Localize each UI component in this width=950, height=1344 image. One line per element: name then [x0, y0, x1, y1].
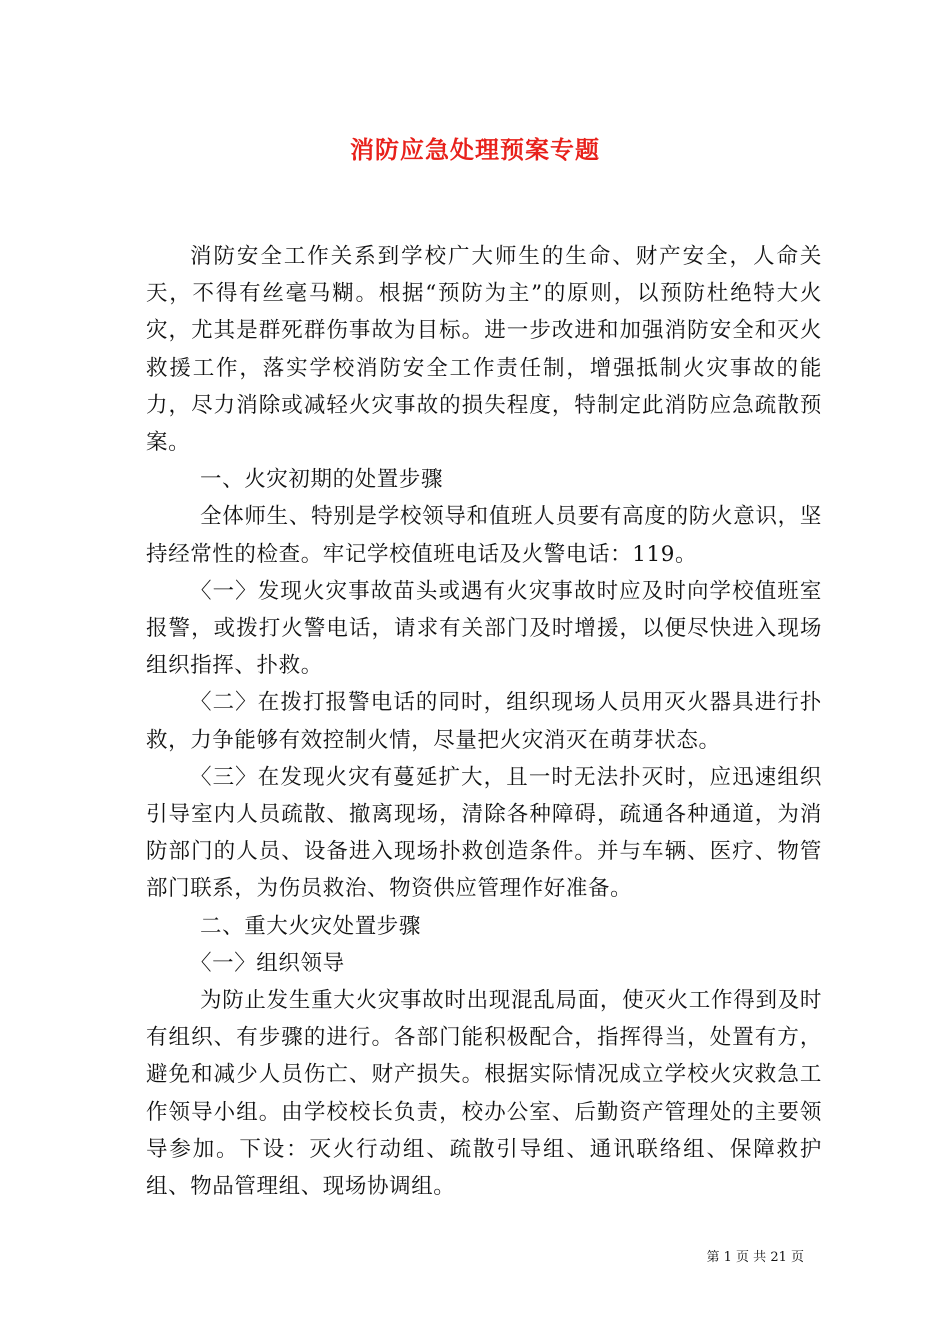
paragraph-1-1: 〈一〉发现火灾事故苗头或遇有火灾事故时应及时向学校值班室报警，或拨打火警电话，请求有关部门及时增援，以便尽快进入现场组织指挥、扑救。	[146, 578, 822, 679]
paragraph-intro: 消防安全工作关系到学校广大师生的生命、财产安全，人命关天，不得有丝毫马糊。根据“预防为主”的原则，以预防杜绝特大火灾，尤其是群死群伤事故为目标。进一步改进和加强消防安全和灭火救援工作，落实学校消防安全工作责任制，增强抵制火灾事故的能力，尽力消除或减轻火灾事故的损失程度，特制定此消防应急疏散预案。	[146, 244, 822, 456]
subheading-2-1: 〈一〉组织领导	[190, 950, 345, 976]
paragraph-1-3: 〈三〉在发现火灾有蔓延扩大，且一时无法扑灭时，应迅速组织引导室内人员疏散、撤离现场，清除各种障碍，疏通各种通道，为消防部门的人员、设备进入现场扑救创造条件。并与车辆、医疗、物管部门联系，为伤员救治、物资供应管理作好准备。	[146, 764, 822, 902]
section-heading-2: 二、重大火灾处置步骤	[200, 913, 422, 939]
paragraph-2-1: 为防止发生重大火灾事故时出现混乱局面，使灭火工作得到及时有组织、有步骤的进行。各部门能积极配合，指挥得当，处置有方，避免和减少人员伤亡、财产损失。根据实际情况成立学校火灾救急工作领导小组。由学校校长负责，校办公室、后勤资产管理处的主要领导参加。下设：灭火行动组、疏散引导组、通讯联络组、保障救护组、物品管理组、现场协调组。	[146, 988, 822, 1200]
document-body	[146, 238, 822, 1205]
paragraph-1: 全体师生、特别是学校领导和值班人员要有高度的防火意识，坚持经常性的检查。牢记学校值班电话及火警电话：119。	[146, 504, 822, 567]
page-footer: 第 1 页 共 21 页	[706, 1250, 804, 1265]
document-title: 消防应急处理预案专题	[350, 135, 600, 164]
section-heading-1: 一、火灾初期的处置步骤	[200, 467, 444, 493]
paragraph-1-2: 〈二〉在拨打报警电话的同时，组织现场人员用灭火器具进行扑救，力争能够有效控制火情，尽量把火灾消灭在萌芽状态。	[146, 690, 822, 753]
